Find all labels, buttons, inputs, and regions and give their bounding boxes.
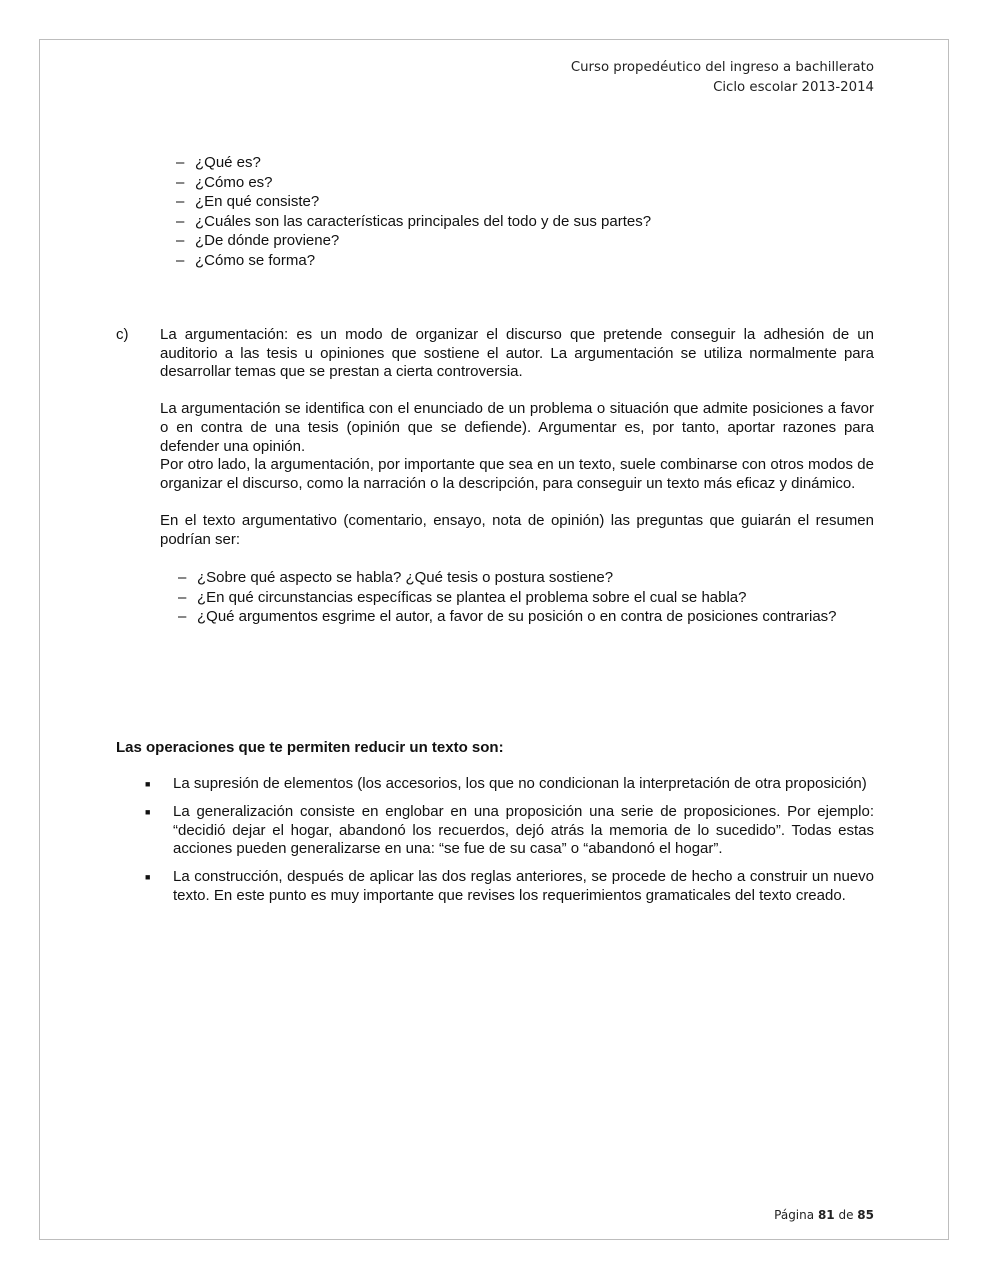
- header-school-year: Ciclo escolar 2013-2014: [713, 80, 874, 95]
- paragraph: En el texto argumentativo (comentario, ensayo, nota de opinión) las preguntas que guiarán el resumen podrían ser:: [160, 511, 874, 548]
- current-page: 81: [817, 1208, 835, 1222]
- list-item: – ¿Cuáles son las características principales del todo y de sus partes?: [176, 212, 652, 230]
- dash-marker: –: [176, 173, 185, 191]
- page-number: Página 81 de 85: [774, 1208, 874, 1222]
- total-pages: 85: [857, 1208, 874, 1222]
- paragraph: Por otro lado, la argumentación, por importante que sea en un texto, suele combinarse con otros modos de organizar el discurso, como la narración o la descripción, para conseguir un texto más eficaz y dinámico.: [160, 456, 874, 492]
- square-bullet-icon: ■: [145, 807, 151, 818]
- list-item: – ¿Sobre qué aspecto se habla? ¿Qué tesis o postura sostiene?: [178, 569, 614, 587]
- paragraph: La argumentación se identifica con el enunciado de un problema o situación que admite posiciones a favor o en contra de una tesis (opinión que se defiende). Argumentar es, por tanto, aportar razones para defender una opinión.: [160, 400, 874, 455]
- list-item: – ¿En qué consiste?: [176, 193, 320, 211]
- section-heading: Las operaciones que te permiten reducir un texto son:: [116, 739, 504, 756]
- square-bullet-icon: ■: [145, 779, 151, 789]
- list-item: ■ La generalización consiste en englobar en una proposición una serie de proposiciones. Por ejemplo: “decidió dejar el hogar, abandonó los recuerdos, dejó atrás la memoria de lo sucedido”. Todas estas acciones pueden generalizarse en una: “se fue de su casa” o “abandonó el hogar”.: [145, 803, 874, 858]
- header-course-title: Curso propedéutico del ingreso a bachillerato: [570, 60, 874, 75]
- argumentation-questions-list: [178, 568, 874, 627]
- list-item: ■ La construcción, después de aplicar las dos reglas anteriores, se procede de hecho a construir un nuevo texto. En este punto es muy importante que revises los requerimientos gramaticales del texto creado.: [145, 868, 874, 904]
- dash-marker: –: [178, 608, 187, 626]
- list-item: ■ La supresión de elementos (los accesorios, los que no condicionan la interpretación de otra proposición): [145, 775, 867, 792]
- section-marker: c): [116, 326, 129, 343]
- dash-marker: –: [176, 251, 185, 269]
- paragraph: La argumentación: es un modo de organizar el discurso que pretende conseguir la adhesión de un auditorio a las tesis u opiniones que sostiene el autor. La argumentación se utiliza normalmente para desarrollar temas que se prestan a cierta controversia.: [160, 326, 874, 381]
- page-header: [571, 58, 874, 98]
- dash-marker: –: [178, 588, 187, 606]
- description-questions-list: [176, 153, 651, 271]
- dash-marker: –: [176, 212, 185, 230]
- square-bullet-icon: ■: [145, 872, 151, 883]
- list-item: – ¿En qué circunstancias específicas se plantea el problema sobre el cual se habla?: [178, 588, 747, 606]
- list-item: – ¿Cómo se forma?: [176, 251, 316, 269]
- list-item: – ¿De dónde proviene?: [176, 232, 340, 250]
- dash-marker: –: [176, 193, 185, 211]
- dash-marker: –: [176, 232, 185, 250]
- list-item: – ¿Qué argumentos esgrime el autor, a favor de su posición o en contra de posiciones contrarias?: [178, 608, 837, 626]
- list-item: – ¿Qué es?: [176, 154, 261, 171]
- list-item: – ¿Cómo es?: [176, 173, 273, 191]
- section-argumentation: [116, 326, 874, 627]
- dash-marker: –: [178, 569, 187, 587]
- dash-marker: –: [176, 154, 185, 171]
- operations-list: [145, 775, 874, 915]
